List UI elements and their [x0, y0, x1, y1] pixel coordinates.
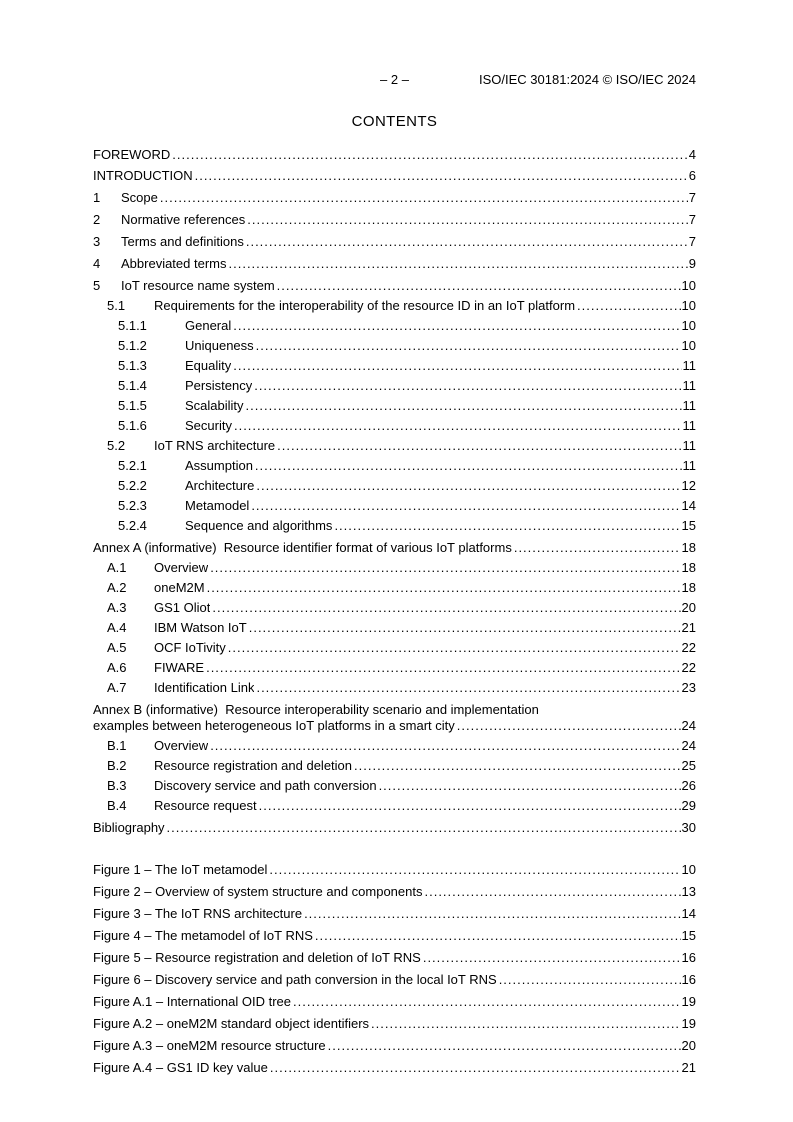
entry-title: Figure 1 – The IoT metamodel: [93, 862, 268, 877]
toc-entry: [93, 398, 696, 414]
toc-entry: [93, 478, 696, 494]
entry-page-number: 11: [682, 418, 696, 433]
toc-entry: [93, 338, 696, 354]
entry-page-number: 11: [682, 378, 696, 393]
entry-number: A.7: [107, 680, 127, 695]
leader-dots: [160, 190, 688, 206]
entry-number: 5.1.4: [118, 378, 147, 393]
entry-page-number: 10: [681, 318, 696, 333]
toc-entry: [93, 540, 696, 556]
leader-dots: [210, 560, 680, 576]
entry-title: Figure 3 – The IoT RNS architecture: [93, 906, 303, 921]
entry-number: A.4: [107, 620, 127, 635]
entry-number: 5.2.1: [118, 458, 147, 473]
leader-dots: [577, 298, 681, 314]
entry-page-number: 14: [681, 906, 696, 921]
toc-entry: [93, 458, 696, 474]
entry-title: Architecture: [185, 478, 255, 493]
leader-dots: [167, 820, 681, 836]
page-number-marker: – 2 –: [380, 72, 409, 87]
entry-title: Figure A.4 – GS1 ID key value: [93, 1060, 268, 1075]
leader-dots: [424, 884, 680, 900]
leader-dots: [233, 358, 681, 374]
leader-dots: [277, 438, 681, 454]
leader-dots: [207, 580, 681, 596]
leader-dots: [270, 1060, 681, 1076]
leader-dots: [210, 738, 680, 754]
entry-page-number: 20: [681, 1038, 696, 1053]
entry-title: oneM2M: [154, 580, 205, 595]
leader-dots: [234, 418, 682, 434]
entry-page-number: 22: [681, 640, 696, 655]
toc-entry: [93, 758, 696, 774]
entry-title: Metamodel: [185, 498, 250, 513]
toc-entry: [93, 256, 696, 272]
entry-page-number: 6: [688, 168, 696, 183]
entry-page-number: 12: [681, 478, 696, 493]
leader-dots: [499, 972, 681, 988]
entry-page-number: 21: [681, 1060, 696, 1075]
entry-title: General: [185, 318, 232, 333]
leader-dots: [457, 718, 681, 734]
leader-dots: [229, 256, 688, 272]
entry-page-number: 9: [688, 256, 696, 271]
contents-title: CONTENTS: [351, 113, 438, 130]
entry-number: 5.1.2: [118, 338, 147, 353]
entry-title: Scalability: [185, 398, 244, 413]
toc-entry: [93, 1038, 696, 1054]
entry-number: B.4: [107, 798, 127, 813]
entry-page-number: 10: [681, 862, 696, 877]
entry-number: 5: [93, 278, 101, 293]
entry-number: A.6: [107, 660, 127, 675]
leader-dots: [251, 498, 680, 514]
entry-title: Figure 6 – Discovery service and path conversion in the local IoT RNS: [93, 972, 497, 987]
entry-page-number: 24: [681, 718, 696, 733]
leader-dots: [255, 458, 682, 474]
toc-entry: [93, 718, 696, 734]
entry-title: Discovery service and path conversion: [154, 778, 377, 793]
toc-entry: [93, 438, 696, 454]
leader-dots: [256, 478, 680, 494]
entry-page-number: 11: [682, 458, 696, 473]
contents-body: [93, 147, 696, 1076]
toc-entry: [93, 560, 696, 576]
leader-dots: [246, 234, 688, 250]
entry-title: Abbreviated terms: [121, 256, 227, 271]
entry-number: 5.2: [107, 438, 126, 453]
leader-dots: [379, 778, 681, 794]
entry-page-number: 23: [681, 680, 696, 695]
toc-entry: [93, 778, 696, 794]
entry-number: 4: [93, 256, 101, 271]
entry-title: IoT RNS architecture: [154, 438, 276, 453]
toc-entry: [93, 212, 696, 228]
entry-page-number: 11: [682, 358, 696, 373]
entry-number: 5.1.3: [118, 358, 147, 373]
entry-page-number: 18: [681, 560, 696, 575]
entry-number: 2: [93, 212, 101, 227]
entry-page-number: 16: [681, 972, 696, 987]
leader-dots: [228, 640, 681, 656]
entry-number: A.5: [107, 640, 127, 655]
toc-entry: [93, 798, 696, 814]
entry-page-number: 25: [681, 758, 696, 773]
entry-title: Persistency: [185, 378, 253, 393]
leader-dots: [256, 680, 680, 696]
toc-entry: [93, 278, 696, 294]
entry-number: 5.1: [107, 298, 126, 313]
toc-entry: [93, 298, 696, 314]
entry-title: Resource registration and deletion: [154, 758, 353, 773]
leader-dots: [293, 994, 681, 1010]
entry-title: IBM Watson IoT: [154, 620, 247, 635]
entry-number: 3: [93, 234, 101, 249]
entry-page-number: 29: [681, 798, 696, 813]
entry-number: 5.1.5: [118, 398, 147, 413]
entry-title: Equality: [185, 358, 232, 373]
entry-page-number: 14: [681, 498, 696, 513]
entry-title: Figure A.2 – oneM2M standard object identifiers: [93, 1016, 370, 1031]
entry-page-number: 30: [681, 820, 696, 835]
entry-page-number: 10: [681, 298, 696, 313]
toc-entry: [93, 498, 696, 514]
toc-entry: [93, 147, 696, 163]
toc-entry: [93, 318, 696, 334]
entry-title: Figure A.3 – oneM2M resource structure: [93, 1038, 326, 1053]
figures-list: [93, 862, 696, 1076]
toc-entry: [93, 518, 696, 534]
entry-page-number: 24: [681, 738, 696, 753]
entry-title: GS1 Oliot: [154, 600, 211, 615]
leader-dots: [233, 318, 680, 334]
entry-title: Terms and definitions: [121, 234, 244, 249]
entry-title: Overview: [154, 560, 209, 575]
toc-entry: [93, 358, 696, 374]
entry-title: examples between heterogeneous IoT platforms in a smart city: [93, 718, 455, 733]
entry-title: IoT resource name system: [121, 278, 275, 293]
toc-entry: [93, 928, 696, 944]
entry-page-number: 15: [681, 928, 696, 943]
leader-dots: [371, 1016, 680, 1032]
entry-page-number: 7: [688, 190, 696, 205]
entry-page-number: 11: [682, 438, 696, 453]
entry-title: Scope: [121, 190, 158, 205]
toc-entry: [93, 884, 696, 900]
toc-entry: [93, 620, 696, 636]
page-header: [93, 72, 696, 88]
leader-dots: [423, 950, 681, 966]
entry-page-number: 16: [681, 950, 696, 965]
leader-dots: [354, 758, 681, 774]
toc-entry: [93, 862, 696, 878]
entry-page-number: 20: [681, 600, 696, 615]
entry-page-number: 7: [688, 234, 696, 249]
entry-title: Resource request: [154, 798, 257, 813]
entry-title: Annex B (informative) Resource interoperability scenario and implementation: [93, 702, 539, 717]
entry-number: 5.2.3: [118, 498, 147, 513]
entry-title: Assumption: [185, 458, 253, 473]
leader-dots: [256, 338, 681, 354]
entry-title: Normative references: [121, 212, 246, 227]
entry-title: Requirements for the interoperability of the resource ID in an IoT platform: [154, 298, 576, 313]
entry-number: A.1: [107, 560, 127, 575]
toc-entry-wrapped: [93, 702, 696, 734]
leader-dots: [259, 798, 681, 814]
toc-entry: [93, 1060, 696, 1076]
leader-dots: [304, 906, 680, 922]
entry-title: Figure 5 – Resource registration and deletion of IoT RNS: [93, 950, 421, 965]
entry-title: Figure 2 – Overview of system structure and components: [93, 884, 423, 899]
entry-page-number: 19: [681, 994, 696, 1009]
entry-page-number: 26: [681, 778, 696, 793]
toc-entry: [93, 972, 696, 988]
toc-entry: [93, 906, 696, 922]
entry-page-number: 10: [681, 338, 696, 353]
entry-number: 5.1.6: [118, 418, 147, 433]
entry-number: B.1: [107, 738, 127, 753]
leader-dots: [247, 212, 687, 228]
document-reference: ISO/IEC 30181:2024 © ISO/IEC 2024: [479, 72, 696, 87]
entry-number: 5.1.1: [118, 318, 147, 333]
toc-entry: [93, 950, 696, 966]
toc-entry: [93, 168, 696, 184]
leader-dots: [195, 168, 688, 184]
toc-entry: [93, 418, 696, 434]
toc-entry: [93, 702, 696, 718]
entry-title: INTRODUCTION: [93, 168, 193, 183]
entry-page-number: 21: [681, 620, 696, 635]
leader-dots: [206, 660, 680, 676]
entry-page-number: 19: [681, 1016, 696, 1031]
leader-dots: [249, 620, 681, 636]
leader-dots: [254, 378, 681, 394]
entry-title: Annex A (informative) Resource identifier format of various IoT platforms: [93, 540, 512, 555]
entry-page-number: 18: [681, 540, 696, 555]
entry-title: Uniqueness: [185, 338, 254, 353]
toc-entry: [93, 680, 696, 696]
leader-dots: [212, 600, 680, 616]
leader-dots: [328, 1038, 681, 1054]
leader-dots: [246, 398, 682, 414]
entry-title: Identification Link: [154, 680, 255, 695]
toc-entry: [93, 234, 696, 250]
entry-page-number: 22: [681, 660, 696, 675]
toc-entry: [93, 820, 696, 836]
entry-page-number: 11: [682, 398, 696, 413]
leader-dots: [277, 278, 681, 294]
entry-page-number: 4: [688, 147, 696, 162]
entry-page-number: 7: [688, 212, 696, 227]
entry-page-number: 18: [681, 580, 696, 595]
entry-title: FOREWORD: [93, 147, 171, 162]
leader-dots: [172, 147, 687, 163]
entry-number: A.2: [107, 580, 127, 595]
toc-entry: [93, 600, 696, 616]
entry-number: B.2: [107, 758, 127, 773]
entry-page-number: 15: [681, 518, 696, 533]
entry-number: A.3: [107, 600, 127, 615]
entry-number: 5.2.2: [118, 478, 147, 493]
entry-title: Figure A.1 – International OID tree: [93, 994, 291, 1009]
entry-title: Overview: [154, 738, 209, 753]
entry-number: B.3: [107, 778, 127, 793]
entry-title: Security: [185, 418, 232, 433]
toc-entry: [93, 640, 696, 656]
table-of-contents: [93, 147, 696, 836]
entry-page-number: 13: [681, 884, 696, 899]
entry-title: Bibliography: [93, 820, 165, 835]
entry-title: OCF IoTivity: [154, 640, 226, 655]
leader-dots: [269, 862, 680, 878]
entry-number: 1: [93, 190, 101, 205]
leader-dots: [514, 540, 681, 556]
toc-entry: [93, 660, 696, 676]
entry-title: FIWARE: [154, 660, 205, 675]
entry-title: Figure 4 – The metamodel of IoT RNS: [93, 928, 313, 943]
entry-number: 5.2.4: [118, 518, 147, 533]
entry-page-number: 10: [681, 278, 696, 293]
toc-entry: [93, 994, 696, 1010]
toc-entry: [93, 1016, 696, 1032]
toc-entry: [93, 738, 696, 754]
leader-dots: [315, 928, 681, 944]
leader-dots: [334, 518, 680, 534]
toc-entry: [93, 378, 696, 394]
toc-entry: [93, 580, 696, 596]
entry-title: Sequence and algorithms: [185, 518, 333, 533]
toc-entry: [93, 190, 696, 206]
